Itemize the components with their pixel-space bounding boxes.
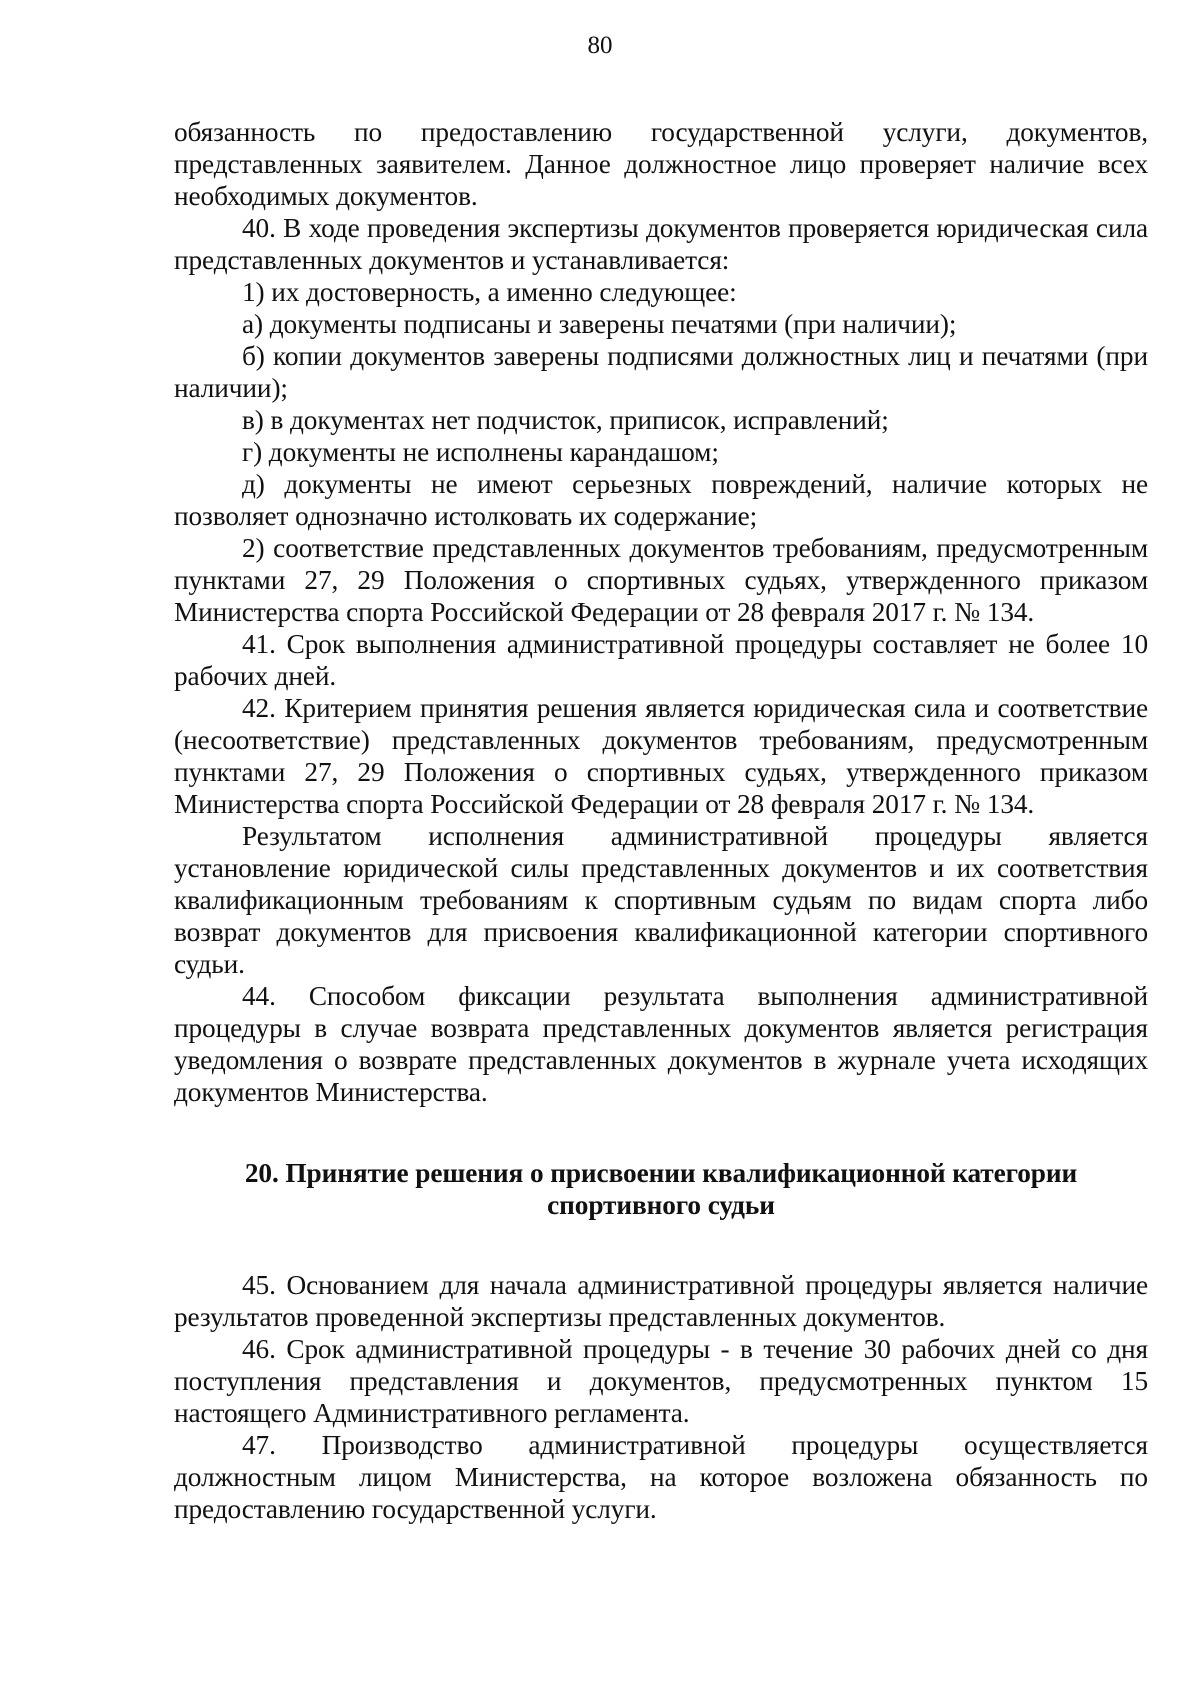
paragraph: обязанность по предоставлению государственной услуги, документов, представленных заявителем. Данное должностное лицо проверяет наличие всех необходимых документов.	[174, 117, 1148, 211]
list-item: в) в документах нет подчисток, приписок, исправлений;	[242, 405, 889, 435]
paragraph-41: 41. Срок выполнения административной процедуры составляет не более 10 рабочих дней.	[174, 629, 1148, 691]
list-item: 1) их достоверность, а именно следующее:	[242, 277, 737, 307]
paragraph-40: 40. В ходе проведения экспертизы документов проверяется юридическая сила представленных документов и устанавливается:	[174, 213, 1148, 275]
paragraph-46: 46. Срок административной процедуры - в течение 30 рабочих дней со дня поступления представления и документов, предусмотренных пунктом 15 настоящего Административного регламента.	[174, 1334, 1148, 1428]
list-item: 2) соответствие представленных документов требованиям, предусмотренным пунктами 27, 29 Положения о спортивных судьях, утвержденного приказом Министерства спорта Российской Федерации от 28 февраля 2017 г. № 134.	[174, 533, 1148, 627]
list-item: д) документы не имеют серьезных повреждений, наличие которых не позволяет однозначно истолковать их содержание;	[174, 469, 1148, 531]
list-item: б) копии документов заверены подписями должностных лиц и печатями (при наличии);	[174, 341, 1148, 403]
paragraph-45: 45. Основанием для начала административной процедуры является наличие результатов проведенной экспертизы представленных документов.	[174, 1270, 1148, 1332]
list-item: г) документы не исполнены карандашом;	[242, 437, 719, 467]
section-heading-line2: спортивного судьи	[547, 1190, 775, 1220]
list-item: а) документы подписаны и заверены печатями (при наличии);	[242, 309, 957, 339]
section-heading-line1: 20. Принятие решения о присвоении квалификационной категории	[244, 1158, 1078, 1188]
document-body	[174, 116, 1148, 1525]
paragraph-42: 42. Критерием принятия решения является юридическая сила и соответствие (несоответствие) представленных документов требованиям, предусмотренным пунктами 27, 29 Положения о спортивных судьях, утвержденного приказом Министерства спорта Российской Федерации от 28 февраля 2017 г. № 134.	[174, 693, 1148, 819]
page-number: 80	[587, 32, 613, 59]
paragraph-44: 44. Способом фиксации результата выполнения административной процедуры в случае возврата представленных документов является регистрация уведомления о возврате представленных документов в журнале учета исходящих документов Министерства.	[174, 981, 1148, 1107]
paragraph-47: 47. Производство административной процедуры осуществляется должностным лицом Министерства, на которое возложена обязанность по предоставлению государственной услуги.	[174, 1430, 1148, 1524]
paragraph-result: Результатом исполнения административной процедуры является установление юридической силы представленных документов и их соответствия квалификационным требованиям к спортивным судьям по видам спорта либо возврат документов для присвоения квалификационной категории спортивного судьи.	[174, 821, 1148, 979]
section-heading	[174, 1157, 1148, 1221]
